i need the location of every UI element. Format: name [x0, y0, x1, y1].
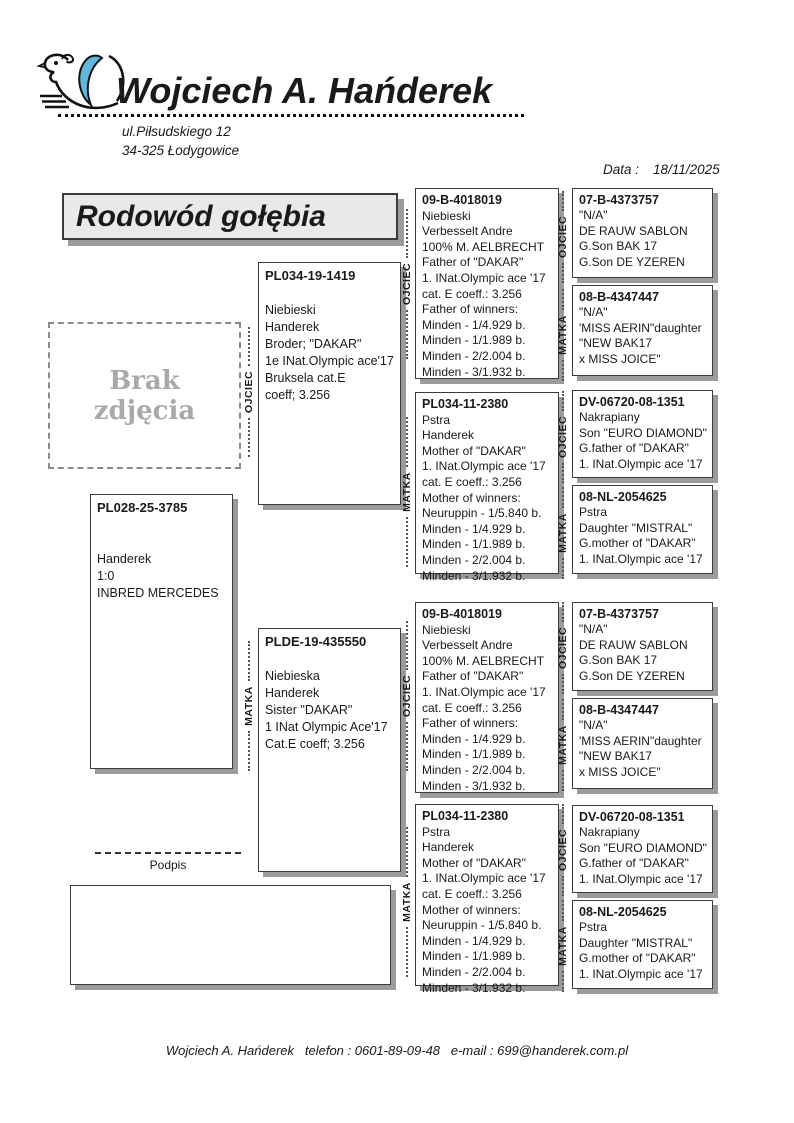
- connector-label-father: OJCIEC: [555, 391, 571, 483]
- ring-number: PLDE-19-435550: [265, 634, 367, 649]
- pedigree-line: Minden - 1/4.929 b.: [422, 933, 526, 948]
- notes-box: [70, 885, 391, 985]
- connector-label-father: OJCIEC: [555, 191, 571, 283]
- pedigree-line: Daughter "MISTRAL": [579, 520, 693, 535]
- pedigree-line: 1. INat.Olympic ace '17: [422, 684, 546, 699]
- pedigree-line: G.Son DE YZEREN: [579, 668, 685, 683]
- pedigree-line: [265, 285, 394, 302]
- pedigree-line: "N/A": [579, 208, 608, 223]
- pedigree-line: 100% M. AELBRECHT: [422, 239, 545, 254]
- ring-number: 08-B-4347447: [579, 703, 659, 717]
- pedigree-line: 1. INat.Olympic ace '17: [579, 966, 703, 981]
- pedigree-line: Minden - 3/1.932 b.: [422, 778, 526, 793]
- pedigree-line: Minden - 1/1.989 b.: [422, 747, 526, 762]
- ring-number: 07-B-4373757: [579, 193, 659, 207]
- pedigree-line: "N/A": [579, 622, 608, 637]
- pedigree-line: G.father of "DAKAR": [579, 441, 689, 456]
- breeder-name: Wojciech A. Hańderek: [116, 70, 493, 111]
- ring-number: 09-B-4018019: [422, 607, 502, 621]
- pedigree-line: Nakrapiany: [579, 825, 640, 840]
- pedigree-line: "NEW BAK17: [579, 749, 652, 764]
- bird-details: [579, 622, 706, 684]
- pedigree-line: [97, 517, 226, 534]
- bird-details: [265, 651, 394, 753]
- pedigree-line: Mother of winners:: [422, 490, 521, 505]
- pedigree-line: Mother of "DAKAR": [422, 443, 526, 458]
- bird-box-paternal-grandmother: [415, 392, 559, 583]
- pedigree-line: Pstra: [579, 920, 608, 935]
- date-value: 18/11/2025: [653, 162, 720, 177]
- bird-details: [579, 505, 706, 567]
- connector-label-father: OJCIEC: [399, 621, 415, 771]
- bird-details: [579, 920, 706, 982]
- pedigree-line: Son "EURO DIAMOND": [579, 425, 707, 440]
- pedigree-line: Father of winners:: [422, 716, 519, 731]
- pedigree-line: 1. INat.Olympic ace '17: [579, 456, 703, 471]
- ring-number: 08-NL-2054625: [579, 905, 667, 919]
- connector-label-father: OJCIEC: [555, 602, 571, 694]
- ring-number: 09-B-4018019: [422, 193, 502, 207]
- pedigree-line: "NEW BAK17: [579, 336, 652, 351]
- pedigree-line: Minden - 1/4.929 b.: [422, 731, 526, 746]
- ring-number: DV-06720-08-1351: [579, 810, 685, 824]
- connector-label-mother: MATKA: [555, 289, 571, 381]
- pedigree-line: Sister "DAKAR": [265, 703, 353, 717]
- pedigree-line: DE RAUW SABLON: [579, 223, 688, 238]
- pedigree-line: 1:0: [97, 569, 115, 583]
- pedigree-line: Minden - 1/4.929 b.: [422, 521, 526, 536]
- pedigree-line: 1 INat Olympic Ace'17: [265, 720, 388, 734]
- pedigree-line: Pstra: [579, 505, 608, 520]
- bird-details: [422, 413, 552, 585]
- bird-box-great-grandparent-3: [572, 390, 713, 478]
- pedigree-line: Minden - 1/4.929 b.: [422, 317, 526, 332]
- ring-number: 08-NL-2054625: [579, 490, 667, 504]
- signature-label: Podpis: [149, 858, 187, 872]
- connector-label-father: OJCIEC: [399, 209, 415, 359]
- bird-box-main: [90, 494, 233, 769]
- pedigree-line: Mother of "DAKAR": [422, 855, 526, 870]
- photo-placeholder-box: [48, 322, 241, 469]
- pedigree-line: Bruksela cat.E: [265, 371, 346, 385]
- pedigree-line: Minden - 3/1.932 b.: [422, 980, 526, 995]
- page-title: Rodowód gołębia: [76, 199, 326, 233]
- address-line-2: 34-325 Łodygowice: [122, 143, 240, 158]
- connector-label-mother: MATKA: [555, 900, 571, 992]
- bird-details: [579, 208, 706, 270]
- pedigree-line: Minden - 3/1.932 b.: [422, 568, 526, 583]
- ring-number: 08-B-4347447: [579, 290, 659, 304]
- pedigree-line: Cat.E coeff; 3.256: [265, 737, 365, 751]
- bird-details: [422, 825, 552, 997]
- pedigree-line: Verbesselt Andre: [422, 224, 513, 239]
- pedigree-line: Minden - 1/1.989 b.: [422, 537, 526, 552]
- pedigree-line: Handerek: [265, 686, 320, 700]
- bird-box-great-grandparent-2: [572, 285, 713, 376]
- pedigree-line: G.mother of "DAKAR": [579, 951, 696, 966]
- pedigree-line: Pstra: [422, 824, 451, 839]
- pedigree-line: 1e INat.Olympic ace'17: [265, 354, 394, 368]
- bird-details: [422, 623, 552, 795]
- pedigree-line: Handerek: [97, 552, 152, 566]
- pedigree-line: Pstra: [422, 412, 451, 427]
- pedigree-line: Handerek: [265, 320, 320, 334]
- pedigree-line: G.Son BAK 17: [579, 239, 658, 254]
- pedigree-line: Minden - 3/1.932 b.: [422, 364, 526, 379]
- pedigree-line: Minden - 2/2.004 b.: [422, 964, 526, 979]
- bird-box-great-grandparent-5: [572, 602, 713, 691]
- bird-details: [579, 305, 706, 367]
- bird-box-great-grandparent-8: [572, 900, 713, 989]
- address-line-1: ul.Piłsudskiego 12: [122, 124, 231, 139]
- bird-box-great-grandparent-6: [572, 698, 713, 789]
- date-row: [588, 147, 720, 192]
- ring-number: 07-B-4373757: [579, 607, 659, 621]
- bird-details: [579, 825, 706, 887]
- pedigree-line: G.Son BAK 17: [579, 653, 658, 668]
- bird-box-great-grandparent-7: [572, 805, 713, 893]
- pedigree-line: cat. E coeff.: 3.256: [422, 886, 522, 901]
- pedigree-line: 1. INat.Olympic ace '17: [579, 551, 703, 566]
- pedigree-line: G.mother of "DAKAR": [579, 536, 696, 551]
- pedigree-line: Handerek: [422, 428, 475, 443]
- bird-details: [579, 718, 706, 780]
- ring-number: PL034-11-2380: [422, 397, 509, 411]
- connector-label-mother: MATKA: [555, 699, 571, 791]
- photo-placeholder-text: Brak zdjęcia: [93, 365, 196, 426]
- bird-details: [422, 209, 552, 381]
- pedigree-line: cat. E coeff.: 3.256: [422, 286, 522, 301]
- footer-contact: Wojciech A. Hańderek telefon : 0601-89-09-48 e-mail : 699@handerek.com.pl: [165, 1043, 629, 1058]
- connector-label-father: OJCIEC: [555, 804, 571, 896]
- signature-line: [95, 852, 241, 854]
- pedigree-line: G.Son DE YZEREN: [579, 254, 685, 269]
- pedigree-line: Neuruppin - 1/5.840 b.: [422, 918, 542, 933]
- pedigree-line: Minden - 1/1.989 b.: [422, 333, 526, 348]
- pedigree-line: G.father of "DAKAR": [579, 856, 689, 871]
- bird-details: [265, 285, 394, 404]
- pedigree-line: Minden - 2/2.004 b.: [422, 762, 526, 777]
- ring-number: PL034-19-1419: [265, 268, 356, 283]
- pedigree-line: DE RAUW SABLON: [579, 637, 688, 652]
- connector-label-father: OJCIEC: [241, 327, 257, 457]
- pedigree-line: 100% M. AELBRECHT: [422, 653, 545, 668]
- pedigree-line: Father of "DAKAR": [422, 255, 524, 270]
- pedigree-line: Minden - 2/2.004 b.: [422, 348, 526, 363]
- connector-label-mother: MATKA: [241, 641, 257, 771]
- pedigree-line: Nakrapiany: [579, 410, 640, 425]
- pedigree-line: Daughter "MISTRAL": [579, 935, 693, 950]
- pedigree-line: Handerek: [422, 840, 475, 855]
- connector-label-mother: MATKA: [555, 487, 571, 579]
- ring-number: PL028-25-3785: [97, 500, 188, 515]
- pedigree-line: INBRED MERCEDES: [97, 586, 219, 600]
- pedigree-line: Broder; "DAKAR": [265, 337, 362, 351]
- pedigree-line: [97, 534, 226, 551]
- pedigree-line: Neuruppin - 1/5.840 b.: [422, 506, 542, 521]
- date-label: Data :: [603, 162, 640, 177]
- pedigree-line: x MISS JOICE": [579, 351, 661, 366]
- pedigree-line: Son "EURO DIAMOND": [579, 840, 707, 855]
- pedigree-line: Niebieski: [422, 208, 471, 223]
- pedigree-line: x MISS JOICE": [579, 764, 661, 779]
- pedigree-line: 1. INat.Olympic ace '17: [579, 871, 703, 886]
- pedigree-line: Father of winners:: [422, 302, 519, 317]
- pedigree-line: 'MISS AERIN"daughter: [579, 733, 702, 748]
- connector-label-mother: MATKA: [399, 417, 415, 567]
- pedigree-line: "N/A": [579, 305, 608, 320]
- pedigree-line: 1. INat.Olympic ace '17: [422, 871, 546, 886]
- pedigree-line: [265, 651, 394, 668]
- pedigree-line: Minden - 1/1.989 b.: [422, 949, 526, 964]
- pedigree-line: Niebieski: [422, 622, 471, 637]
- ring-number: DV-06720-08-1351: [579, 395, 685, 409]
- bird-box-great-grandparent-4: [572, 485, 713, 574]
- bird-box-maternal-grandmother: [415, 804, 559, 995]
- bird-box-father: [258, 262, 401, 505]
- pedigree-line: Father of "DAKAR": [422, 669, 524, 684]
- pedigree-line: cat. E coeff.: 3.256: [422, 700, 522, 715]
- bird-details: [97, 517, 226, 602]
- connector-label-mother: MATKA: [399, 827, 415, 977]
- pedigree-line: 1. INat.Olympic ace '17: [422, 270, 546, 285]
- document-title-box: [62, 193, 398, 240]
- bird-box-great-grandparent-1: [572, 188, 713, 278]
- pedigree-line: Verbesselt Andre: [422, 638, 513, 653]
- pedigree-line: Niebieska: [265, 669, 320, 683]
- pedigree-line: 1. INat.Olympic ace '17: [422, 459, 546, 474]
- pedigree-line: Mother of winners:: [422, 902, 521, 917]
- bird-box-maternal-grandfather: [415, 602, 559, 793]
- pedigree-line: coeff; 3.256: [265, 388, 331, 402]
- ring-number: PL034-11-2380: [422, 809, 509, 823]
- pedigree-line: cat. E coeff.: 3.256: [422, 474, 522, 489]
- breeder-address: [122, 122, 239, 160]
- pedigree-line: Niebieski: [265, 303, 316, 317]
- bird-box-mother: [258, 628, 401, 872]
- bird-box-paternal-grandfather: [415, 188, 559, 379]
- brand-underline: [58, 114, 524, 117]
- pedigree-line: 'MISS AERIN"daughter: [579, 320, 702, 335]
- bird-details: [579, 410, 706, 472]
- pedigree-line: "N/A": [579, 718, 608, 733]
- pedigree-line: Minden - 2/2.004 b.: [422, 552, 526, 567]
